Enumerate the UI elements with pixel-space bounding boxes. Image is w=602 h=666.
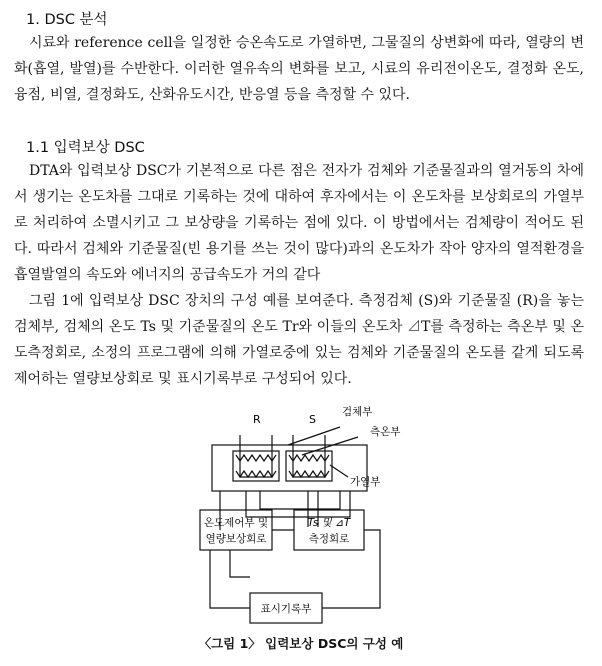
dsc-diagram xyxy=(190,405,430,627)
subsection-title: 1.1 입력보상 DSC xyxy=(26,140,145,156)
apparatus-paragraph: 그림 1에 입력보상 DSC 장치의 구성 예를 보여준다. 측정검체 (S)와 기준물질 (R)을 놓는 검체부, 검체의 온도 Ts 및 기준물질의 온도 Tr와 이들의 온도차 ⊿T를 측정하는 측온부 및 온도측정회로, 소정의 프로그램에 의해 가열로중에 있는 검체와 기준물질의 온도를 같게 되도록 제어하는 열량보상회로 및 표시기록부로 구성되어 있다. xyxy=(14,293,584,387)
figure-caption: 〈그림 1〉 입력보상 DSC의 구성 예 xyxy=(198,636,404,651)
display-box-label: 표시기록부 xyxy=(260,603,312,615)
label-heater-part: 가열부 xyxy=(350,476,381,488)
label-sensor-part: 측온부 xyxy=(370,426,401,438)
section-title: 1. DSC 분석 xyxy=(26,12,108,28)
comparison-paragraph: DTA와 입력보상 DSC가 기본적으로 다른 점은 전자가 검체와 기준물질과의 열거동의 차에서 생기는 온도차를 그대로 기록하는 것에 대하여 후자에서는 이 온도차를 보상회로의 가열부로 처리하여 소멸시키고 그 보상량을 기록하는 점에 있다. 이 방법에서는 검체량이 적어도 된다. 따라서 검체와 기준물질(빈 용기를 쓰는 것이 많다)과의 온도차가 작아 양자의 열적환경을 흡열발열의 속도와 에너지의 공급속도가 거의 같다 xyxy=(14,163,584,283)
measure-box-line1: Ts 및 ⊿T xyxy=(307,517,351,529)
measure-box-line2: 측정회로 xyxy=(308,533,350,545)
intro-paragraph: 시료와 reference cell을 일정한 승온속도로 가열하면, 그물질의 상변화에 따라, 열량의 변화(흡열, 발열)를 수반한다. 이러한 열유속의 변화를 보고, 시료의 유리전이온도, 결정화 온도, 융점, 비열, 결정화도, 산화유도시간, 반응열 등을 측정할 수 있다. xyxy=(14,35,584,103)
label-r: R xyxy=(253,413,261,426)
label-sample-part: 검체부 xyxy=(342,406,373,418)
control-box-line2: 열량보상회로 xyxy=(205,533,267,545)
label-s: S xyxy=(309,413,316,426)
control-box-line1: 온도제어부 및 xyxy=(203,517,269,529)
